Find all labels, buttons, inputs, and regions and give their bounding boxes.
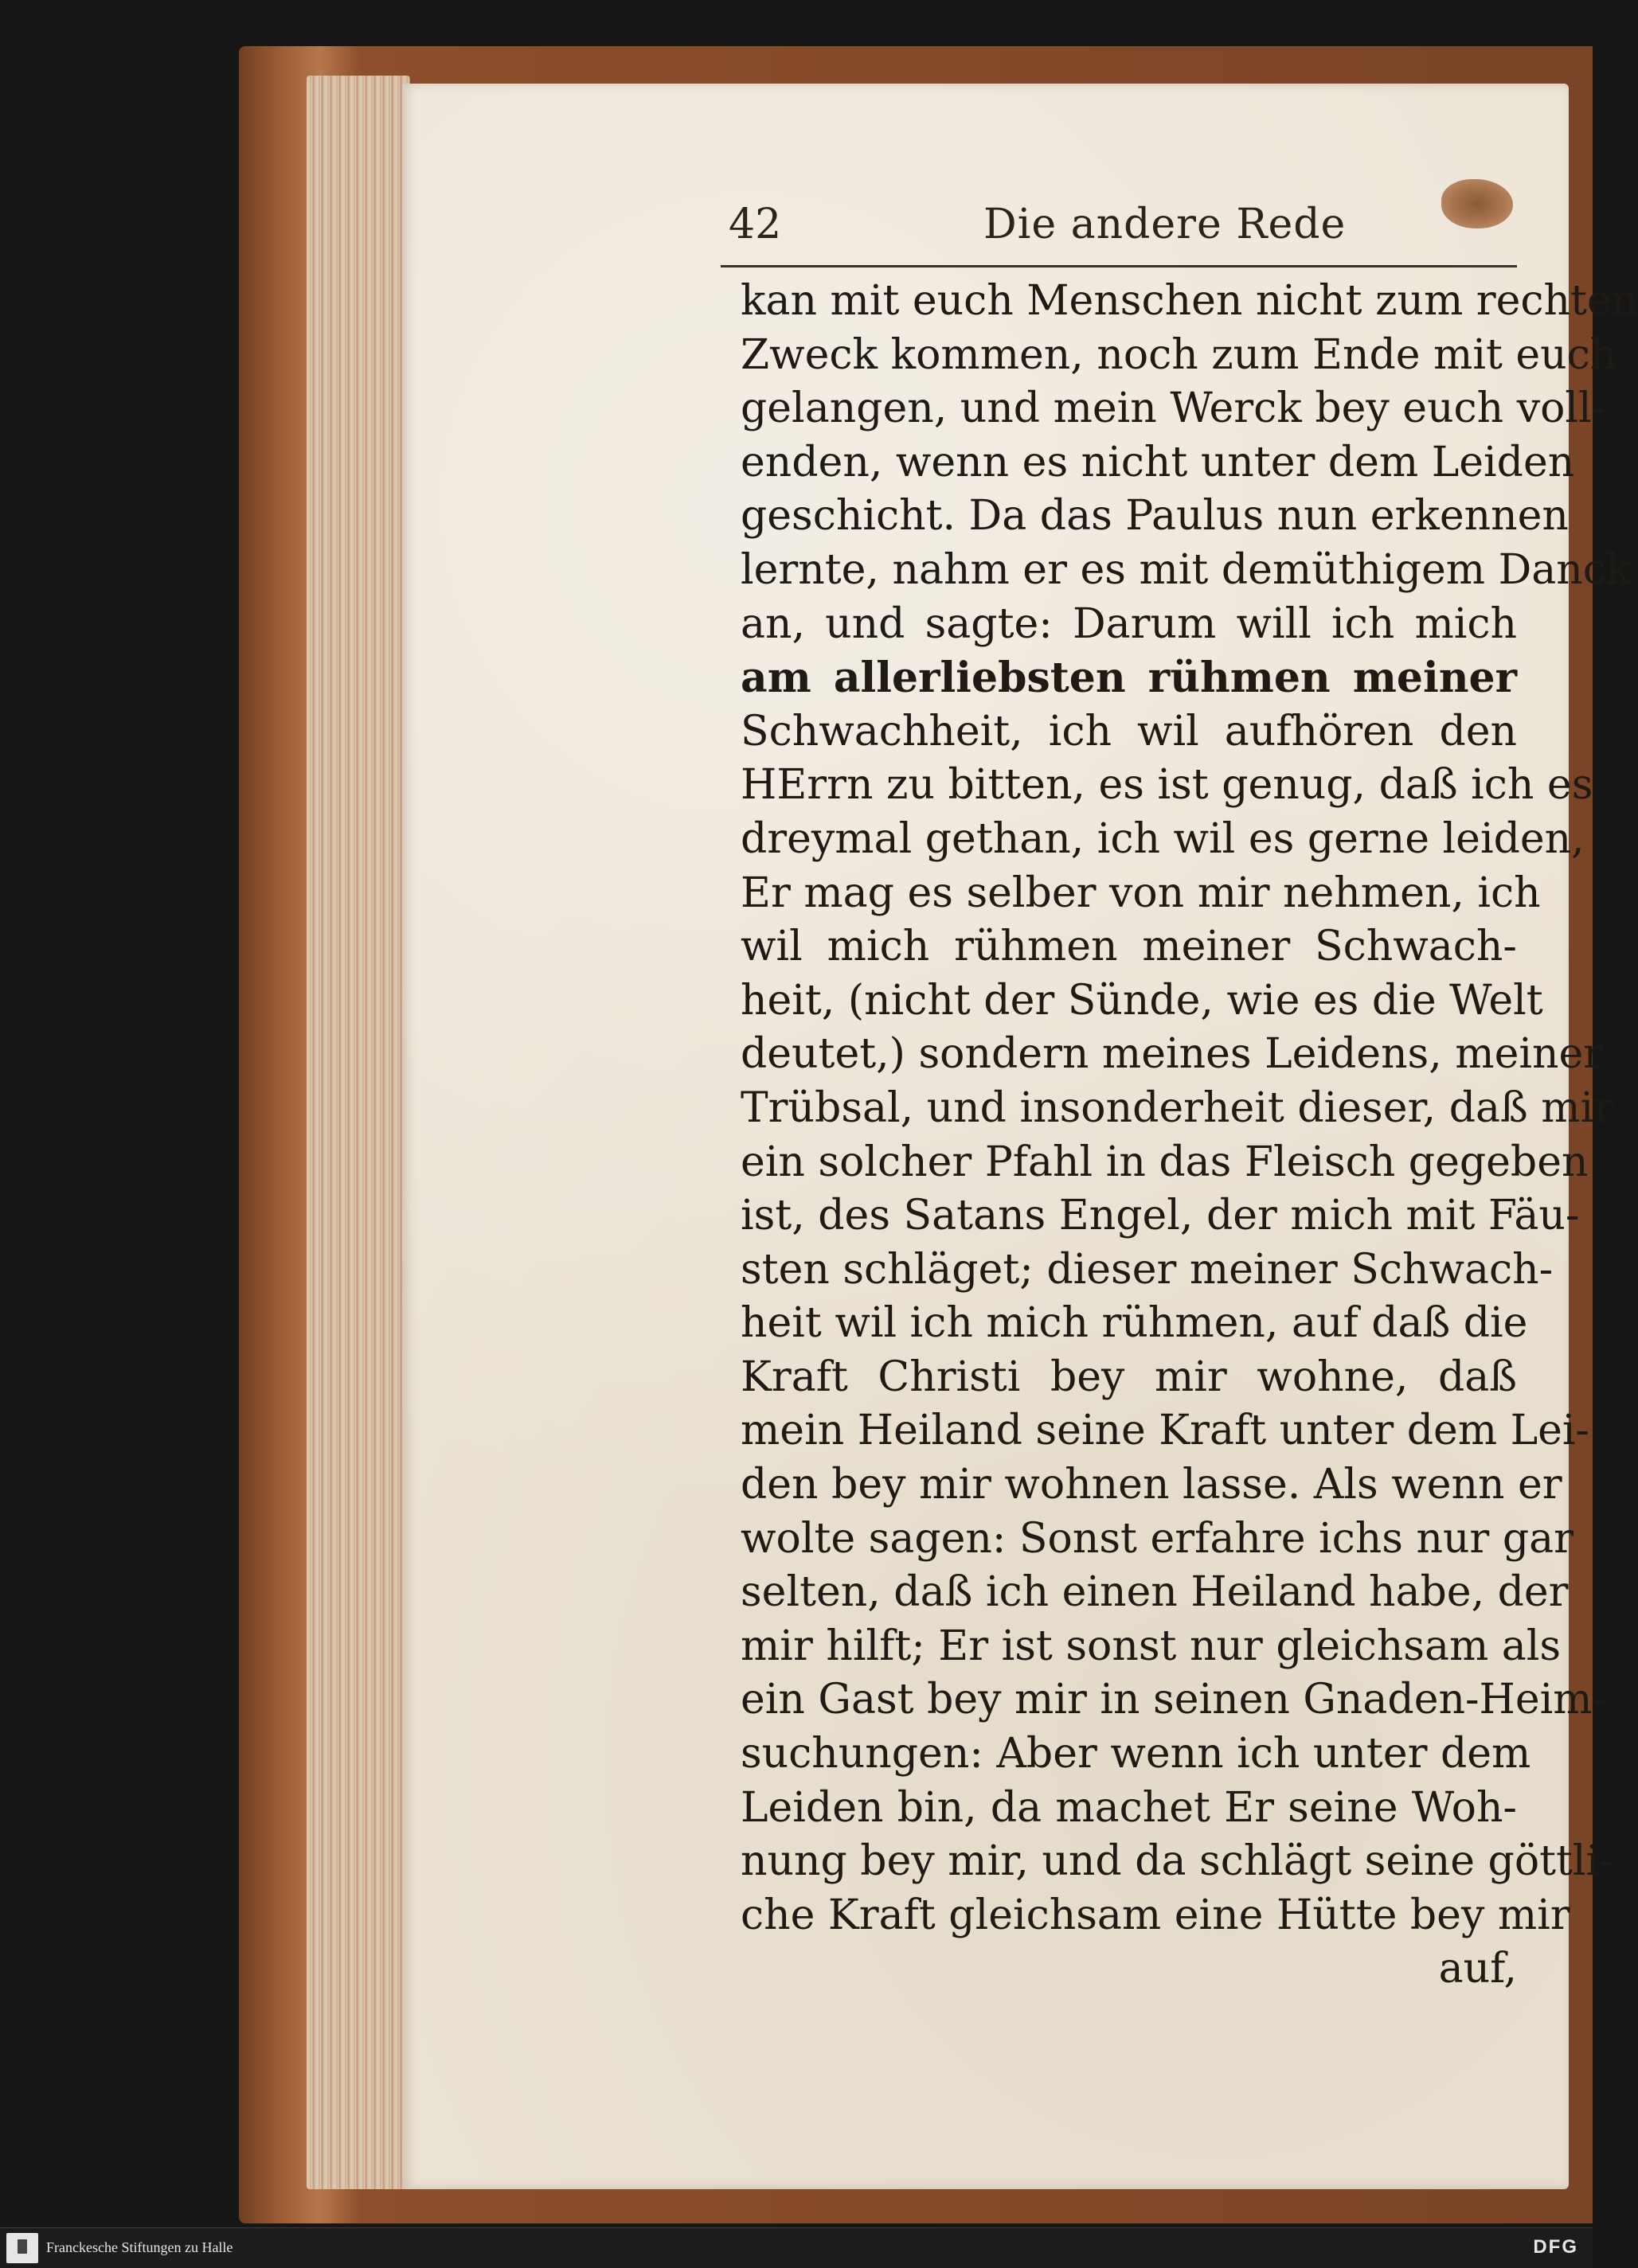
institution-logo-icon — [6, 2233, 38, 2263]
text-line: den bey mir wohnen lasse. Als wenn er — [741, 1461, 1562, 1509]
text-line: ein solcher Pfahl in das Fleisch gegeben — [741, 1138, 1589, 1186]
text-line: Schwachheit, ich wil aufhören den — [741, 707, 1517, 755]
text-line: suchungen: Aber wenn ich unter dem — [741, 1730, 1531, 1778]
text-line: an, und sagte: Darum will ich mich — [741, 599, 1517, 648]
text-line: nung bey mir, und da schlägt seine göttli- — [741, 1837, 1613, 1886]
text-line: ein Gast bey mir in seinen Gnaden-Heim- — [741, 1676, 1607, 1724]
text-line: heit, (nicht der Sünde, wie es die Welt — [741, 976, 1543, 1025]
page-edges — [307, 76, 410, 2189]
text-line: Trübsal, und insonderheit dieser, daß mir — [741, 1083, 1614, 1132]
text-line: dreymal gethan, ich wil es gerne leiden, — [741, 814, 1585, 863]
body-text — [741, 275, 1638, 1997]
text-line: kan mit euch Menschen nicht zum rechten — [741, 277, 1638, 325]
header-rule — [721, 265, 1517, 267]
running-title: Die andere Rede — [983, 201, 1347, 248]
text-line-emphasis: am allerliebsten rühmen meiner — [741, 654, 1517, 703]
catchword: auf, — [1438, 1945, 1517, 1993]
text-line: geschicht. Da das Paulus nun erkennen — [741, 492, 1569, 541]
text-line: che Kraft gleichsam eine Hütte bey mir — [741, 1891, 1570, 1939]
text-line: mir hilft; Er ist sonst nur gleichsam als — [741, 1622, 1562, 1670]
text-line: HErrn zu bitten, es ist genug, daß ich es — [741, 761, 1593, 810]
text-line: wil mich rühmen meiner Schwach- — [741, 923, 1517, 971]
text-line: gelangen, und mein Werck bey euch voll- — [741, 385, 1606, 433]
text-line: Leiden bin, da machet Er seine Woh- — [741, 1783, 1517, 1832]
funder-logo: DFG — [1533, 2236, 1578, 2258]
text-line: selten, daß ich einen Heiland habe, der — [741, 1568, 1569, 1617]
text-line: sten schläget; dieser meiner Schwach- — [741, 1245, 1554, 1294]
text-line: ist, des Satans Engel, der mich mit Fäu- — [741, 1192, 1580, 1240]
text-line: deutet,) sondern meines Leidens, meiner — [741, 1030, 1604, 1079]
text-line: Er mag es selber von mir nehmen, ich — [741, 869, 1541, 917]
text-line: Kraft Christi bey mir wohne, daß — [741, 1353, 1517, 1401]
viewer-footer — [0, 2227, 1593, 2268]
institution-name: Franckesche Stiftungen zu Halle — [46, 2239, 233, 2255]
text-line: enden, wenn es nicht unter dem Leiden — [741, 438, 1575, 486]
text-line: heit wil ich mich rühmen, auf daß die — [741, 1299, 1528, 1348]
text-line: Zweck kommen, noch zum Ende mit euch — [741, 330, 1617, 379]
text-line: lernte, nahm er es mit demüthigem Danck — [741, 545, 1632, 594]
page-number: 42 — [729, 201, 782, 248]
text-line: wolte sagen: Sonst erfahre ichs nur gar — [741, 1514, 1573, 1563]
text-line: mein Heiland seine Kraft unter dem Lei- — [741, 1407, 1590, 1455]
running-head — [721, 201, 1517, 264]
